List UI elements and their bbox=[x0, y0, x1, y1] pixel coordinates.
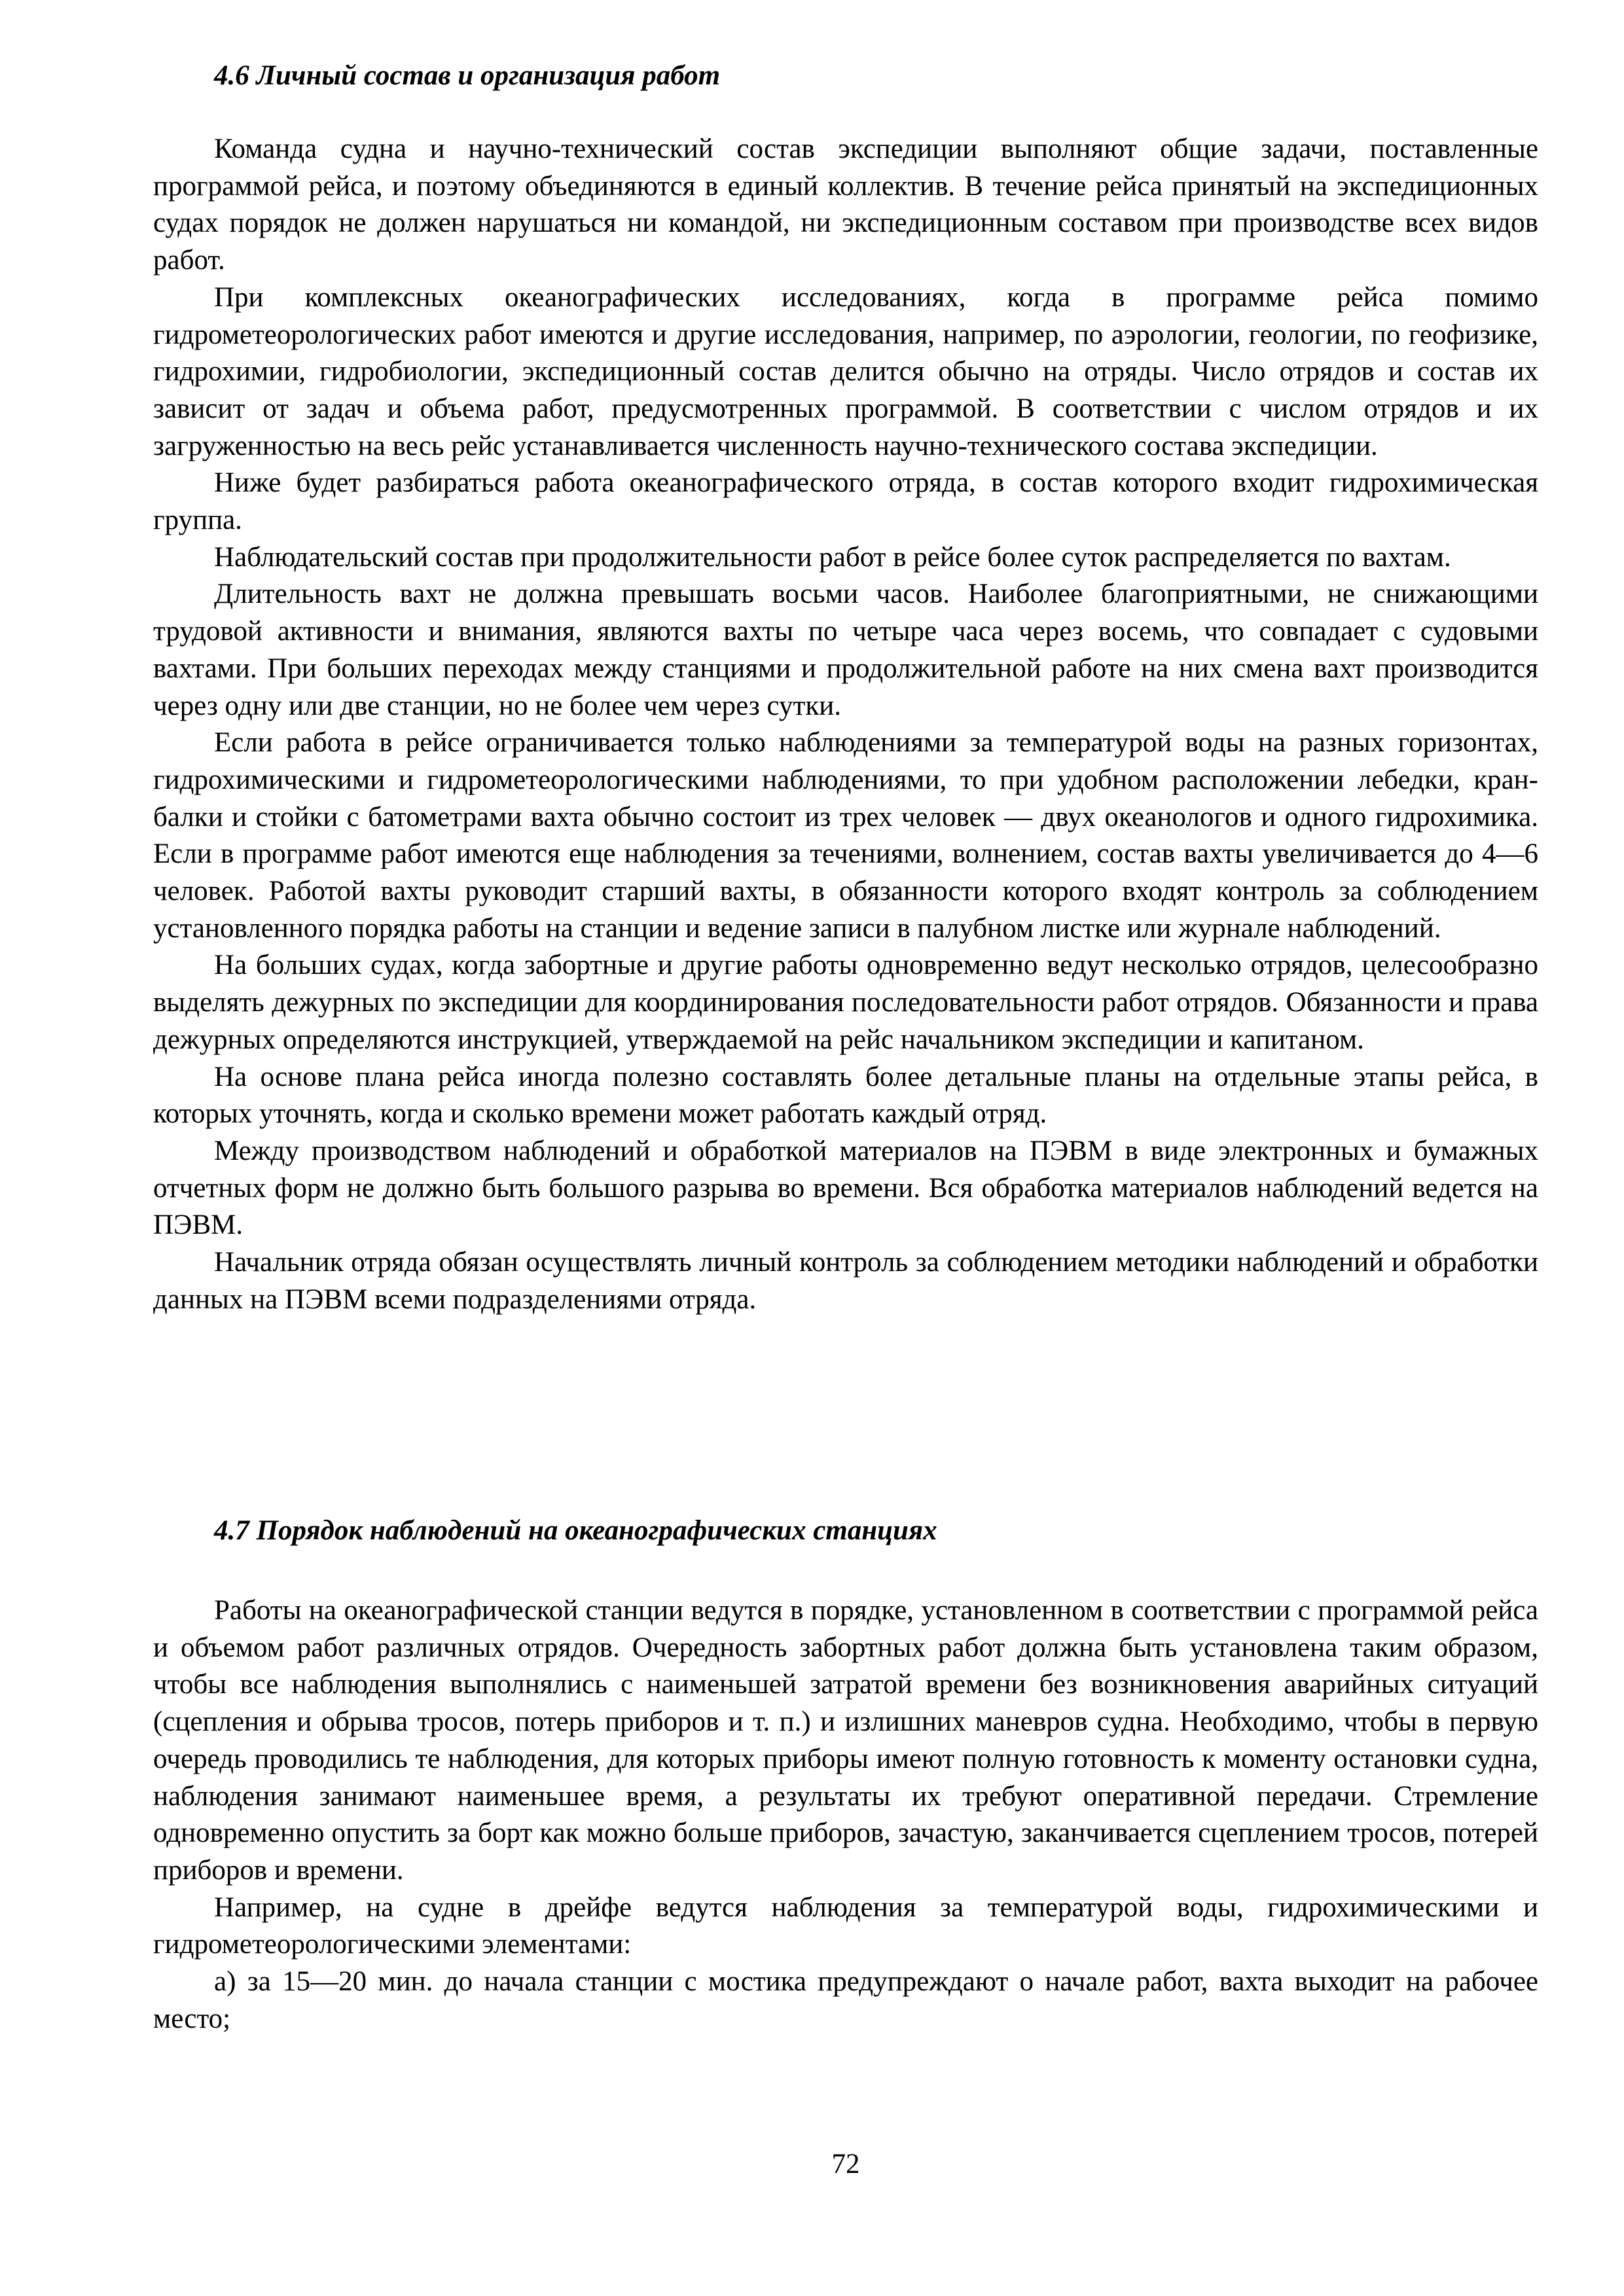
paragraph: На больших судах, когда забортные и другие работы одновременно ведут несколько отрядов, целесообразно выделять дежурных по экспедиции для координирования последовательности работ отрядов. Обязанности и права дежурных определяются инструкцией, утверждаемой на рейс начальником экспедиции и капитаном. bbox=[153, 950, 1538, 1055]
paragraph: Если работа в рейсе ограничивается только наблюдениями за температурой воды на разных горизонтах, гидрохимическими и гидрометеорологическими наблюдениями, то при удобном расположении лебедки, кран-балки и стойки с батометрами вахта обычно состоит из трех человек — двух океанологов и одного гидрохимика. Если в программе работ имеются еще наблюдения за течениями, волнением, состав вахты увеличивается до 4—6 человек. Работой вахты руководит старший вахты, в обязанности которого входят контроль за соблюдением установленного порядка работы на станции и ведение записи в палубном листке или журнале наблюдений. bbox=[153, 727, 1538, 944]
paragraph: Ниже будет разбираться работа океанографического отряда, в состав которого входит гидрохимическая группа. bbox=[153, 467, 1538, 536]
paragraph: Работы на океанографической станции ведутся в порядке, установленном в соответствии с программой рейса и объемом работ различных отрядов. Очередность забортных работ должна быть установлена таким образом, чтобы все наблюдения выполнялись с наименьшей затратой времени без возникновения аварийных ситуаций (сцепления и обрыва тросов, потерь приборов и т. п.) и излишних маневров судна. Необходимо, чтобы в первую очередь проводились те наблюдения, для которых приборы имеют полную готовность к моменту остановки судна, наблюдения занимают наименьшее время, а результаты их требуют оперативной передачи. Стремление одновременно опустить за борт как можно больше приборов, зачастую, заканчивается сцеплением тросов, потерей приборов и времени. bbox=[153, 1595, 1538, 1886]
paragraph: Начальник отряда обязан осуществлять личный контроль за соблюдением методики наблюдений и обработки данных на ПЭВМ всеми подразделениями отряда. bbox=[153, 1247, 1538, 1315]
paragraph: Наблюдательский состав при продолжительности работ в рейсе более суток распределяется по вахтам. bbox=[214, 541, 1451, 573]
paragraph: Команда судна и научно-технический состав экспедиции выполняют общие задачи, поставленные программой рейса, и поэтому объединяются в единый коллектив. В течение рейса принятый на экспедиционных судах порядок не должен нарушаться ни командой, ни экспедиционным составом при производстве всех видов работ. bbox=[153, 134, 1538, 276]
document-page bbox=[153, 0, 1538, 2296]
page-number: 72 bbox=[831, 2149, 860, 2179]
paragraph: Например, на судне в дрейфе ведутся наблюдения за температурой воды, гидрохимическими и гидрометеорологическими элементами: bbox=[153, 1892, 1538, 1960]
list-item: а) за 15—20 мин. до начала станции с мостика предупреждают о начале работ, вахта выходит на рабочее место; bbox=[153, 1966, 1538, 2034]
paragraph: На основе плана рейса иногда полезно составлять более детальные планы на отдельные этапы рейса, в которых уточнять, когда и сколько времени может работать каждый отряд. bbox=[153, 1061, 1538, 1130]
section-4-6-body bbox=[153, 131, 1538, 1319]
paragraph: При комплексных океанографических исследованиях, когда в программе рейса помимо гидрометеорологических работ имеются и другие исследования, например, по аэрологии, геологии, по геофизике, гидрохимии, гидробиологии, экспедиционный состав делится обычно на отряды. Число отрядов и состав их зависит от задач и объема работ, предусмотренных программой. В соответствии с числом отрядов и их загруженностью на весь рейс устанавливается численность научно-технического состава экспедиции. bbox=[153, 281, 1538, 461]
paragraph: Между производством наблюдений и обработкой материалов на ПЭВМ в виде электронных и бумажных отчетных форм не должно быть большого разрыва во времени. Вся обработка материалов наблюдений ведется на ПЭВМ. bbox=[153, 1135, 1538, 1241]
section-4-7-body bbox=[153, 1592, 1538, 2037]
section-4-6-heading: 4.6 Личный состав и организация работ bbox=[214, 60, 721, 91]
paragraph: Длительность вахт не должна превышать восьми часов. Наиболее благоприятными, не снижающими трудовой активности и внимания, являются вахты по четыре часа через восемь, что совпадает с судовыми вахтами. При больших переходах между станциями и продолжительной работе на них смена вахт производится через одну или две станции, но не более чем через сутки. bbox=[153, 579, 1538, 721]
section-4-7-heading: 4.7 Порядок наблюдений на океанографических станциях bbox=[214, 1515, 937, 1546]
